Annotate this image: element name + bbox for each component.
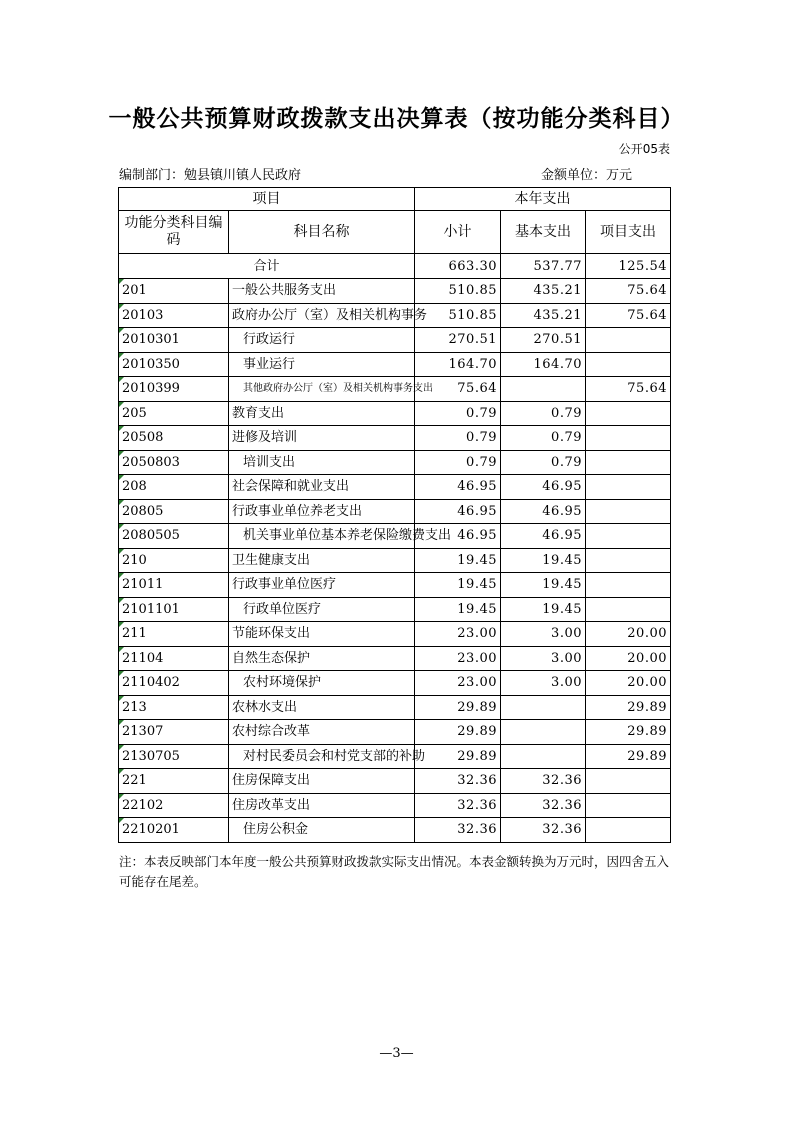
row-code: 221 (119, 769, 229, 794)
header-subtotal: 小计 (415, 211, 501, 254)
row-subtotal: 46.95 (415, 499, 501, 524)
row-project (586, 426, 671, 451)
table-body (119, 188, 671, 843)
row-basic: 32.36 (501, 793, 586, 818)
table-row (119, 597, 671, 622)
row-name: 行政单位医疗 (229, 597, 415, 622)
table-row (119, 401, 671, 426)
row-code: 2210201 (119, 818, 229, 843)
row-basic: 32.36 (501, 769, 586, 794)
row-name: 农村环境保护 (229, 671, 415, 696)
row-subtotal: 46.95 (415, 475, 501, 500)
row-code: 21104 (119, 646, 229, 671)
row-code: 208 (119, 475, 229, 500)
header-item: 项目 (119, 188, 415, 211)
row-subtotal: 23.00 (415, 646, 501, 671)
row-name: 社会保障和就业支出 (229, 475, 415, 500)
row-basic (501, 377, 586, 402)
table-row (119, 818, 671, 843)
table-row (119, 769, 671, 794)
row-project (586, 328, 671, 353)
total-project: 125.54 (586, 254, 671, 279)
row-name: 其他政府办公厅（室）及相关机构事务支出 (229, 377, 415, 402)
row-basic (501, 744, 586, 769)
row-basic: 19.45 (501, 597, 586, 622)
row-basic (501, 695, 586, 720)
row-subtotal: 0.79 (415, 426, 501, 451)
table-row (119, 426, 671, 451)
table-row (119, 646, 671, 671)
row-project (586, 769, 671, 794)
row-project (586, 450, 671, 475)
row-code: 2010350 (119, 352, 229, 377)
row-basic: 46.95 (501, 499, 586, 524)
row-code: 201 (119, 279, 229, 304)
row-subtotal: 32.36 (415, 818, 501, 843)
row-project (586, 573, 671, 598)
table-row (119, 720, 671, 745)
row-project: 20.00 (586, 622, 671, 647)
row-code: 2050803 (119, 450, 229, 475)
table-row (119, 744, 671, 769)
table-row (119, 450, 671, 475)
row-project: 20.00 (586, 671, 671, 696)
page-title: 一般公共预算财政拨款支出决算表（按功能分类科目） (108, 106, 685, 132)
table-row (119, 475, 671, 500)
table-row (119, 352, 671, 377)
row-subtotal: 510.85 (415, 279, 501, 304)
row-project: 75.64 (586, 377, 671, 402)
row-subtotal: 164.70 (415, 352, 501, 377)
row-name: 行政事业单位养老支出 (229, 499, 415, 524)
row-subtotal: 23.00 (415, 622, 501, 647)
row-code: 21011 (119, 573, 229, 598)
table-row (119, 303, 671, 328)
row-project (586, 475, 671, 500)
row-project (586, 524, 671, 549)
row-name: 对村民委员会和村党支部的补助 (229, 744, 415, 769)
row-subtotal: 510.85 (415, 303, 501, 328)
form-number: 公开05表 (618, 142, 670, 156)
row-name: 住房改革支出 (229, 793, 415, 818)
row-code: 21307 (119, 720, 229, 745)
row-basic: 435.21 (501, 303, 586, 328)
table-row (119, 695, 671, 720)
row-subtotal: 19.45 (415, 573, 501, 598)
total-label: 合计 (119, 254, 415, 279)
row-name: 一般公共服务支出 (229, 279, 415, 304)
row-project: 29.89 (586, 695, 671, 720)
row-project (586, 818, 671, 843)
row-code: 2010301 (119, 328, 229, 353)
row-project (586, 597, 671, 622)
total-basic: 537.77 (501, 254, 586, 279)
row-code: 2110402 (119, 671, 229, 696)
row-basic: 46.95 (501, 524, 586, 549)
row-name: 农村综合改革 (229, 720, 415, 745)
row-code: 205 (119, 401, 229, 426)
row-project: 29.89 (586, 720, 671, 745)
header-row-2 (119, 211, 671, 254)
row-code: 211 (119, 622, 229, 647)
row-subtotal: 270.51 (415, 328, 501, 353)
row-basic: 164.70 (501, 352, 586, 377)
row-subtotal: 0.79 (415, 450, 501, 475)
row-name: 机关事业单位基本养老保险缴费支出 (229, 524, 415, 549)
table-note: 注：本表反映部门本年度一般公共预算财政拨款实际支出情况。本表金额转换为万元时，因四舍五入可能存在尾差。 (119, 854, 670, 889)
table-row (119, 328, 671, 353)
row-project (586, 401, 671, 426)
row-name: 农林水支出 (229, 695, 415, 720)
row-basic (501, 720, 586, 745)
row-name: 政府办公厅（室）及相关机构事务 (229, 303, 415, 328)
row-subtotal: 29.89 (415, 720, 501, 745)
department-label: 编制部门：勉县镇川镇人民政府 (119, 168, 302, 183)
row-subtotal: 32.36 (415, 769, 501, 794)
row-name: 行政事业单位医疗 (229, 573, 415, 598)
row-name: 行政运行 (229, 328, 415, 353)
total-subtotal: 663.30 (415, 254, 501, 279)
row-project: 75.64 (586, 303, 671, 328)
row-basic: 435.21 (501, 279, 586, 304)
row-code: 210 (119, 548, 229, 573)
row-name: 事业运行 (229, 352, 415, 377)
unit-label: 金额单位：万元 (541, 168, 633, 183)
row-name: 自然生态保护 (229, 646, 415, 671)
row-name: 节能环保支出 (229, 622, 415, 647)
header-row-1 (119, 188, 671, 211)
row-code: 20103 (119, 303, 229, 328)
row-code: 2130705 (119, 744, 229, 769)
table-row (119, 279, 671, 304)
row-project: 75.64 (586, 279, 671, 304)
row-project (586, 548, 671, 573)
row-name: 进修及培训 (229, 426, 415, 451)
row-code: 22102 (119, 793, 229, 818)
row-code: 213 (119, 695, 229, 720)
header-name: 科目名称 (229, 211, 415, 254)
row-subtotal: 19.45 (415, 597, 501, 622)
header-project: 项目支出 (586, 211, 671, 254)
header-basic: 基本支出 (501, 211, 586, 254)
row-project: 20.00 (586, 646, 671, 671)
header-current-year: 本年支出 (415, 188, 671, 211)
row-code: 20805 (119, 499, 229, 524)
table-row (119, 793, 671, 818)
table-row (119, 622, 671, 647)
row-basic: 0.79 (501, 450, 586, 475)
row-project (586, 499, 671, 524)
table-row (119, 524, 671, 549)
row-basic: 3.00 (501, 622, 586, 647)
table-row (119, 499, 671, 524)
row-code: 2080505 (119, 524, 229, 549)
row-name: 住房公积金 (229, 818, 415, 843)
row-basic: 3.00 (501, 646, 586, 671)
row-project (586, 352, 671, 377)
row-subtotal: 29.89 (415, 695, 501, 720)
table-row (119, 377, 671, 402)
row-basic: 3.00 (501, 671, 586, 696)
row-code: 2010399 (119, 377, 229, 402)
row-basic: 19.45 (501, 573, 586, 598)
row-basic: 0.79 (501, 401, 586, 426)
row-subtotal: 29.89 (415, 744, 501, 769)
row-basic: 32.36 (501, 818, 586, 843)
row-name: 卫生健康支出 (229, 548, 415, 573)
row-name: 培训支出 (229, 450, 415, 475)
table-row (119, 671, 671, 696)
row-subtotal: 46.95 (415, 524, 501, 549)
row-basic: 19.45 (501, 548, 586, 573)
row-subtotal: 0.79 (415, 401, 501, 426)
row-basic: 270.51 (501, 328, 586, 353)
row-subtotal: 19.45 (415, 548, 501, 573)
header-code: 功能分类科目编码 (119, 211, 229, 254)
row-basic: 0.79 (501, 426, 586, 451)
row-project (586, 793, 671, 818)
total-row (119, 254, 671, 279)
table-row (119, 548, 671, 573)
row-name: 教育支出 (229, 401, 415, 426)
row-code: 2101101 (119, 597, 229, 622)
table-row (119, 573, 671, 598)
row-subtotal: 32.36 (415, 793, 501, 818)
row-subtotal: 75.64 (415, 377, 501, 402)
row-basic: 46.95 (501, 475, 586, 500)
expenditure-table (118, 187, 671, 843)
row-name: 住房保障支出 (229, 769, 415, 794)
row-code: 20508 (119, 426, 229, 451)
page-number: —3— (379, 1046, 414, 1061)
row-project: 29.89 (586, 744, 671, 769)
row-subtotal: 23.00 (415, 671, 501, 696)
